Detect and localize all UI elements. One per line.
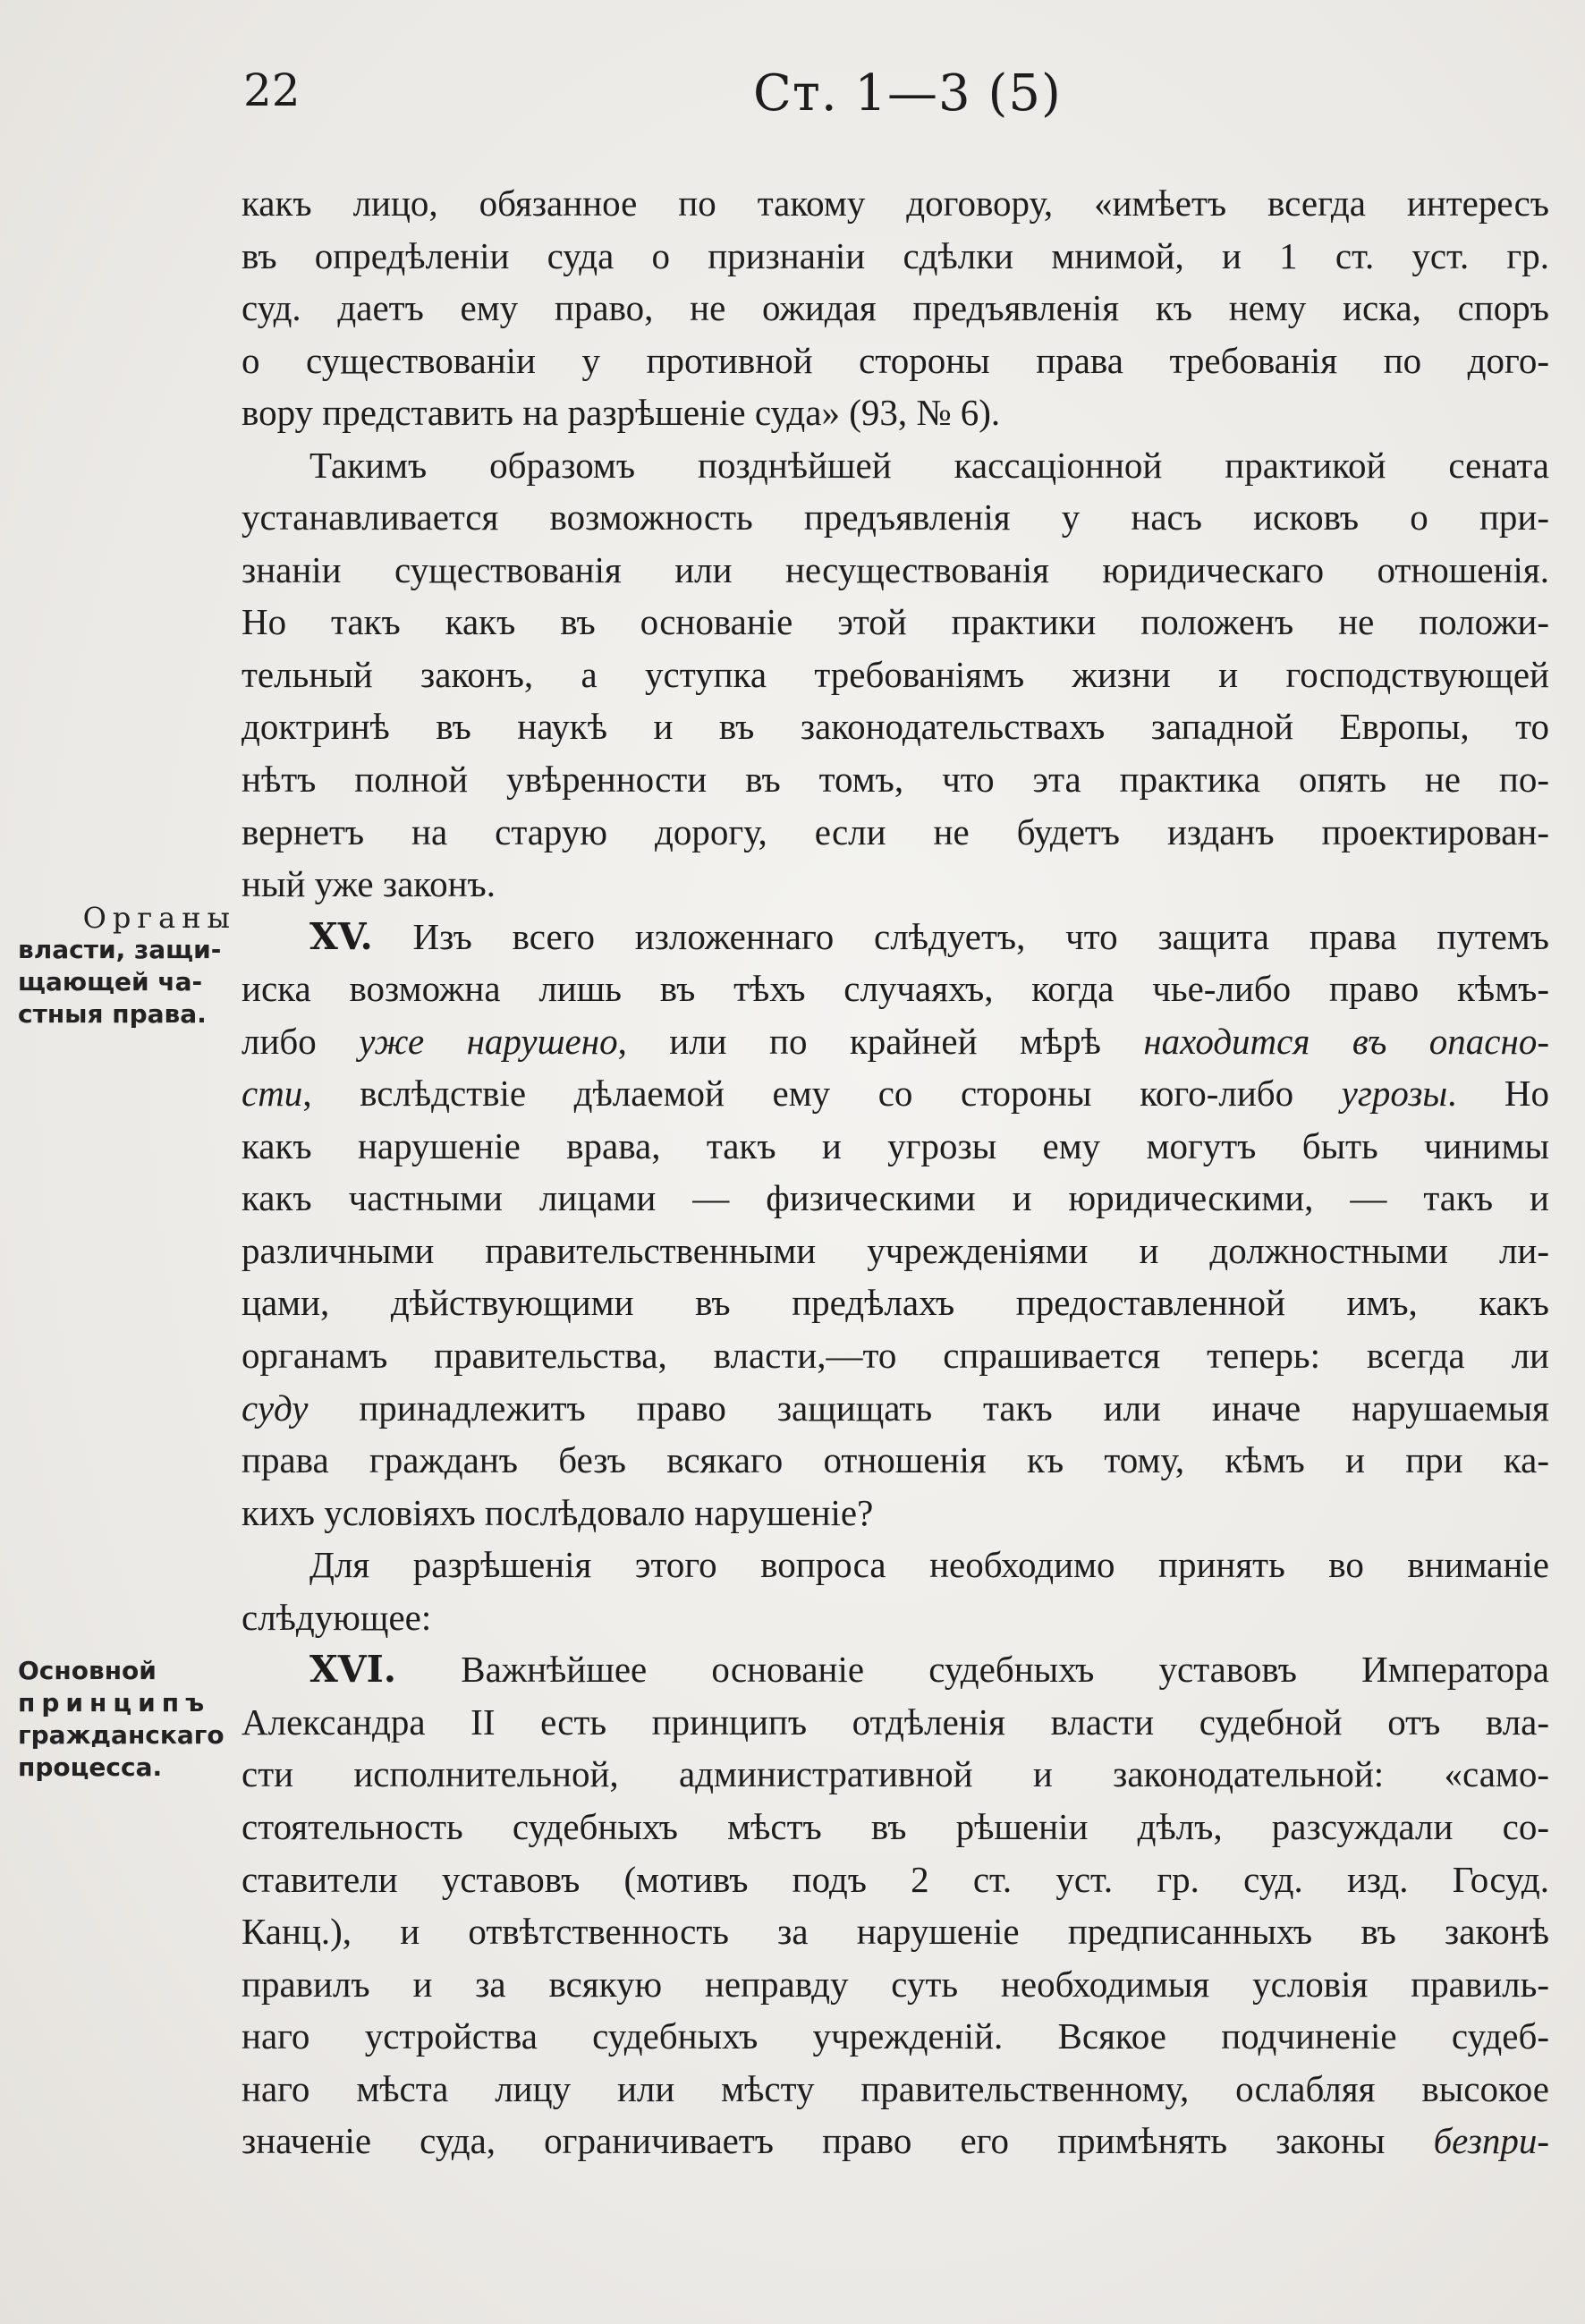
text-line xyxy=(242,700,1549,753)
section-number: XVI. xyxy=(309,1648,397,1692)
text-segment: сти исполнительной, административной и законодательной: «само- xyxy=(242,1753,1549,1795)
text-segment: о существованіи у противной стороны права требованія по дого- xyxy=(242,339,1549,381)
text-segment: знаніи существованія или несуществованія юридическаго отношенія. xyxy=(242,548,1549,590)
italic-text: суду xyxy=(242,1387,309,1429)
text-line xyxy=(242,806,1549,859)
text-line xyxy=(242,544,1549,597)
text-line xyxy=(242,1958,1549,2011)
text-line xyxy=(242,230,1549,283)
text-line xyxy=(242,753,1549,806)
text-segment: , вслѣдствіе дѣлаемой ему со стороны кого-либо xyxy=(302,1073,1342,1115)
text-line xyxy=(242,491,1549,544)
text-segment: принадлежитъ право защищать такъ или иначе нарушаемыя xyxy=(308,1387,1549,1429)
running-head: Ст. 1—3 (5) xyxy=(753,64,1062,123)
margin-note-line: щающей ча- xyxy=(18,967,203,997)
italic-text: находится въ опасно- xyxy=(1143,1020,1549,1062)
text-segment: Для разрѣшенія этого вопроса необходимо принять во вниманіе xyxy=(309,1544,1549,1586)
text-segment: Но такъ какъ въ основаніе этой практики положенъ не положи- xyxy=(242,601,1549,643)
margin-note-line: гражданскаго xyxy=(18,1720,225,1750)
text-segment: ставители уставовъ (мотивъ подъ 2 ст. уст. гр. суд. изд. Госуд. xyxy=(242,1858,1549,1900)
text-line xyxy=(242,2063,1549,2116)
text-segment: нѣтъ полной увѣренности въ томъ, что эта практика опять не по- xyxy=(242,759,1549,801)
margin-note-line: процесса. xyxy=(18,1752,163,1782)
text-segment: различными правительственными учрежденіями и должностными ли- xyxy=(242,1229,1549,1271)
text-line xyxy=(242,1487,1549,1539)
text-line xyxy=(242,1434,1549,1487)
text-segment: Изъ всего изложеннаго слѣдуетъ, что защита права путемъ xyxy=(372,915,1549,957)
text-line xyxy=(242,858,1549,911)
margin-note-line: Основной xyxy=(18,1656,157,1685)
text-segment: какъ нарушеніе врава, такъ и угрозы ему могутъ быть чинимы xyxy=(242,1124,1549,1166)
margin-note-line: стныя права. xyxy=(18,999,207,1029)
text-segment: наго устройства судебныхъ учрежденій. Всякое подчиненіе судеб- xyxy=(242,2015,1549,2057)
text-segment: какъ лицо, обязанное по такому договору, «имѣетъ всегда интересъ xyxy=(242,182,1549,224)
italic-text: безпри- xyxy=(1433,2120,1549,2162)
text-line xyxy=(242,282,1549,335)
text-line xyxy=(242,439,1549,492)
text-segment: Александра II есть принципъ отдѣленія власти судебной отъ вла- xyxy=(242,1701,1549,1743)
margin-note-basic-principle xyxy=(18,1655,242,1784)
margin-note-line: власти, защи- xyxy=(18,935,222,964)
margin-note-line: Органы xyxy=(82,901,236,935)
text-line xyxy=(242,1277,1549,1329)
text-segment: Важнѣйшее основаніе судебныхъ уставовъ Императора xyxy=(396,1649,1549,1691)
text-line xyxy=(242,1643,1549,1696)
text-segment: цами, дѣйствующими въ предѣлахъ предоставленной имъ, какъ xyxy=(242,1282,1549,1324)
text-segment: доктринѣ въ наукѣ и въ законодательствахъ западной Европы, то xyxy=(242,706,1549,748)
text-line xyxy=(242,596,1549,649)
text-segment: вору представить на разрѣшеніе суда» (93, № 6). xyxy=(242,392,1001,434)
text-segment: права гражданъ безъ всякаго отношенія къ тому, кѣмъ и при ка- xyxy=(242,1439,1549,1481)
text-line xyxy=(242,911,1549,963)
text-line xyxy=(242,649,1549,701)
text-segment: какъ частными лицами — физическими и юридическими, — такъ и xyxy=(242,1177,1549,1219)
text-segment: иска возможна лишь въ тѣхъ случаяхъ, когда чье-либо право кѣмъ- xyxy=(242,968,1549,1010)
text-segment: правилъ и за всякую неправду суть необходимыя условія правиль- xyxy=(242,1963,1549,2005)
text-line xyxy=(242,1696,1549,1749)
text-segment: тельный законъ, а уступка требованіямъ жизни и господствующей xyxy=(242,653,1549,695)
body-text xyxy=(242,177,1549,2167)
text-segment: суд. даетъ ему право, не ожидая предъявленія къ нему иска, споръ xyxy=(242,287,1549,329)
italic-text: сти xyxy=(242,1073,303,1115)
text-line xyxy=(242,177,1549,230)
text-line xyxy=(242,1067,1549,1120)
text-segment: ный уже законъ. xyxy=(242,863,496,905)
text-segment: , или по крайней мѣрѣ xyxy=(617,1020,1144,1062)
text-line xyxy=(242,1591,1549,1644)
text-line xyxy=(242,1748,1549,1801)
text-line xyxy=(242,1120,1549,1173)
text-line xyxy=(242,1015,1549,1068)
section-number: XV. xyxy=(309,914,373,958)
text-line xyxy=(242,963,1549,1015)
text-line xyxy=(242,2115,1549,2167)
text-segment: наго мѣста лицу или мѣсту правительственному, ослабляя высокое xyxy=(242,2067,1549,2109)
text-segment: слѣдующее: xyxy=(242,1596,432,1638)
text-segment: . Но xyxy=(1447,1073,1549,1115)
text-line xyxy=(242,335,1549,387)
text-line xyxy=(242,386,1549,439)
text-line xyxy=(242,1225,1549,1277)
text-segment: значеніе суда, ограничиваетъ право его примѣнять законы xyxy=(242,2120,1434,2162)
margin-note-line: принципъ xyxy=(18,1688,211,1718)
margin-note-organs-of-power xyxy=(18,902,242,1031)
text-segment: органамъ правительства, власти,—то спрашивается теперь: всегда ли xyxy=(242,1335,1549,1377)
text-line xyxy=(242,1905,1549,1958)
text-segment: кихъ условіяхъ послѣдовало нарушеніе? xyxy=(242,1491,874,1533)
text-line xyxy=(242,1853,1549,1906)
text-segment: устанавливается возможность предъявленія у насъ исковъ о при- xyxy=(242,496,1549,539)
page-number: 22 xyxy=(243,64,301,116)
text-segment: либо xyxy=(242,1020,360,1062)
text-line xyxy=(242,2010,1549,2063)
italic-text: угрозы xyxy=(1341,1073,1448,1115)
text-line xyxy=(242,1801,1549,1853)
text-segment: стоятельность судебныхъ мѣстъ въ рѣшеніи дѣлъ, разсуждали со- xyxy=(242,1805,1549,1847)
text-segment: Такимъ образомъ позднѣйшей кассаціонной практикой сената xyxy=(309,444,1549,486)
text-line xyxy=(242,1539,1549,1591)
text-segment: Канц.), и отвѣтственность за нарушеніе предписанныхъ въ законѣ xyxy=(242,1911,1549,1953)
text-segment: въ опредѣленіи суда о признаніи сдѣлки мнимой, и 1 ст. уст. гр. xyxy=(242,234,1549,276)
text-line xyxy=(242,1382,1549,1435)
italic-text: уже нарушено xyxy=(359,1020,618,1062)
text-segment: вернетъ на старую дорогу, если не будетъ изданъ проектирован- xyxy=(242,810,1549,852)
text-line xyxy=(242,1172,1549,1225)
text-line xyxy=(242,1329,1549,1382)
